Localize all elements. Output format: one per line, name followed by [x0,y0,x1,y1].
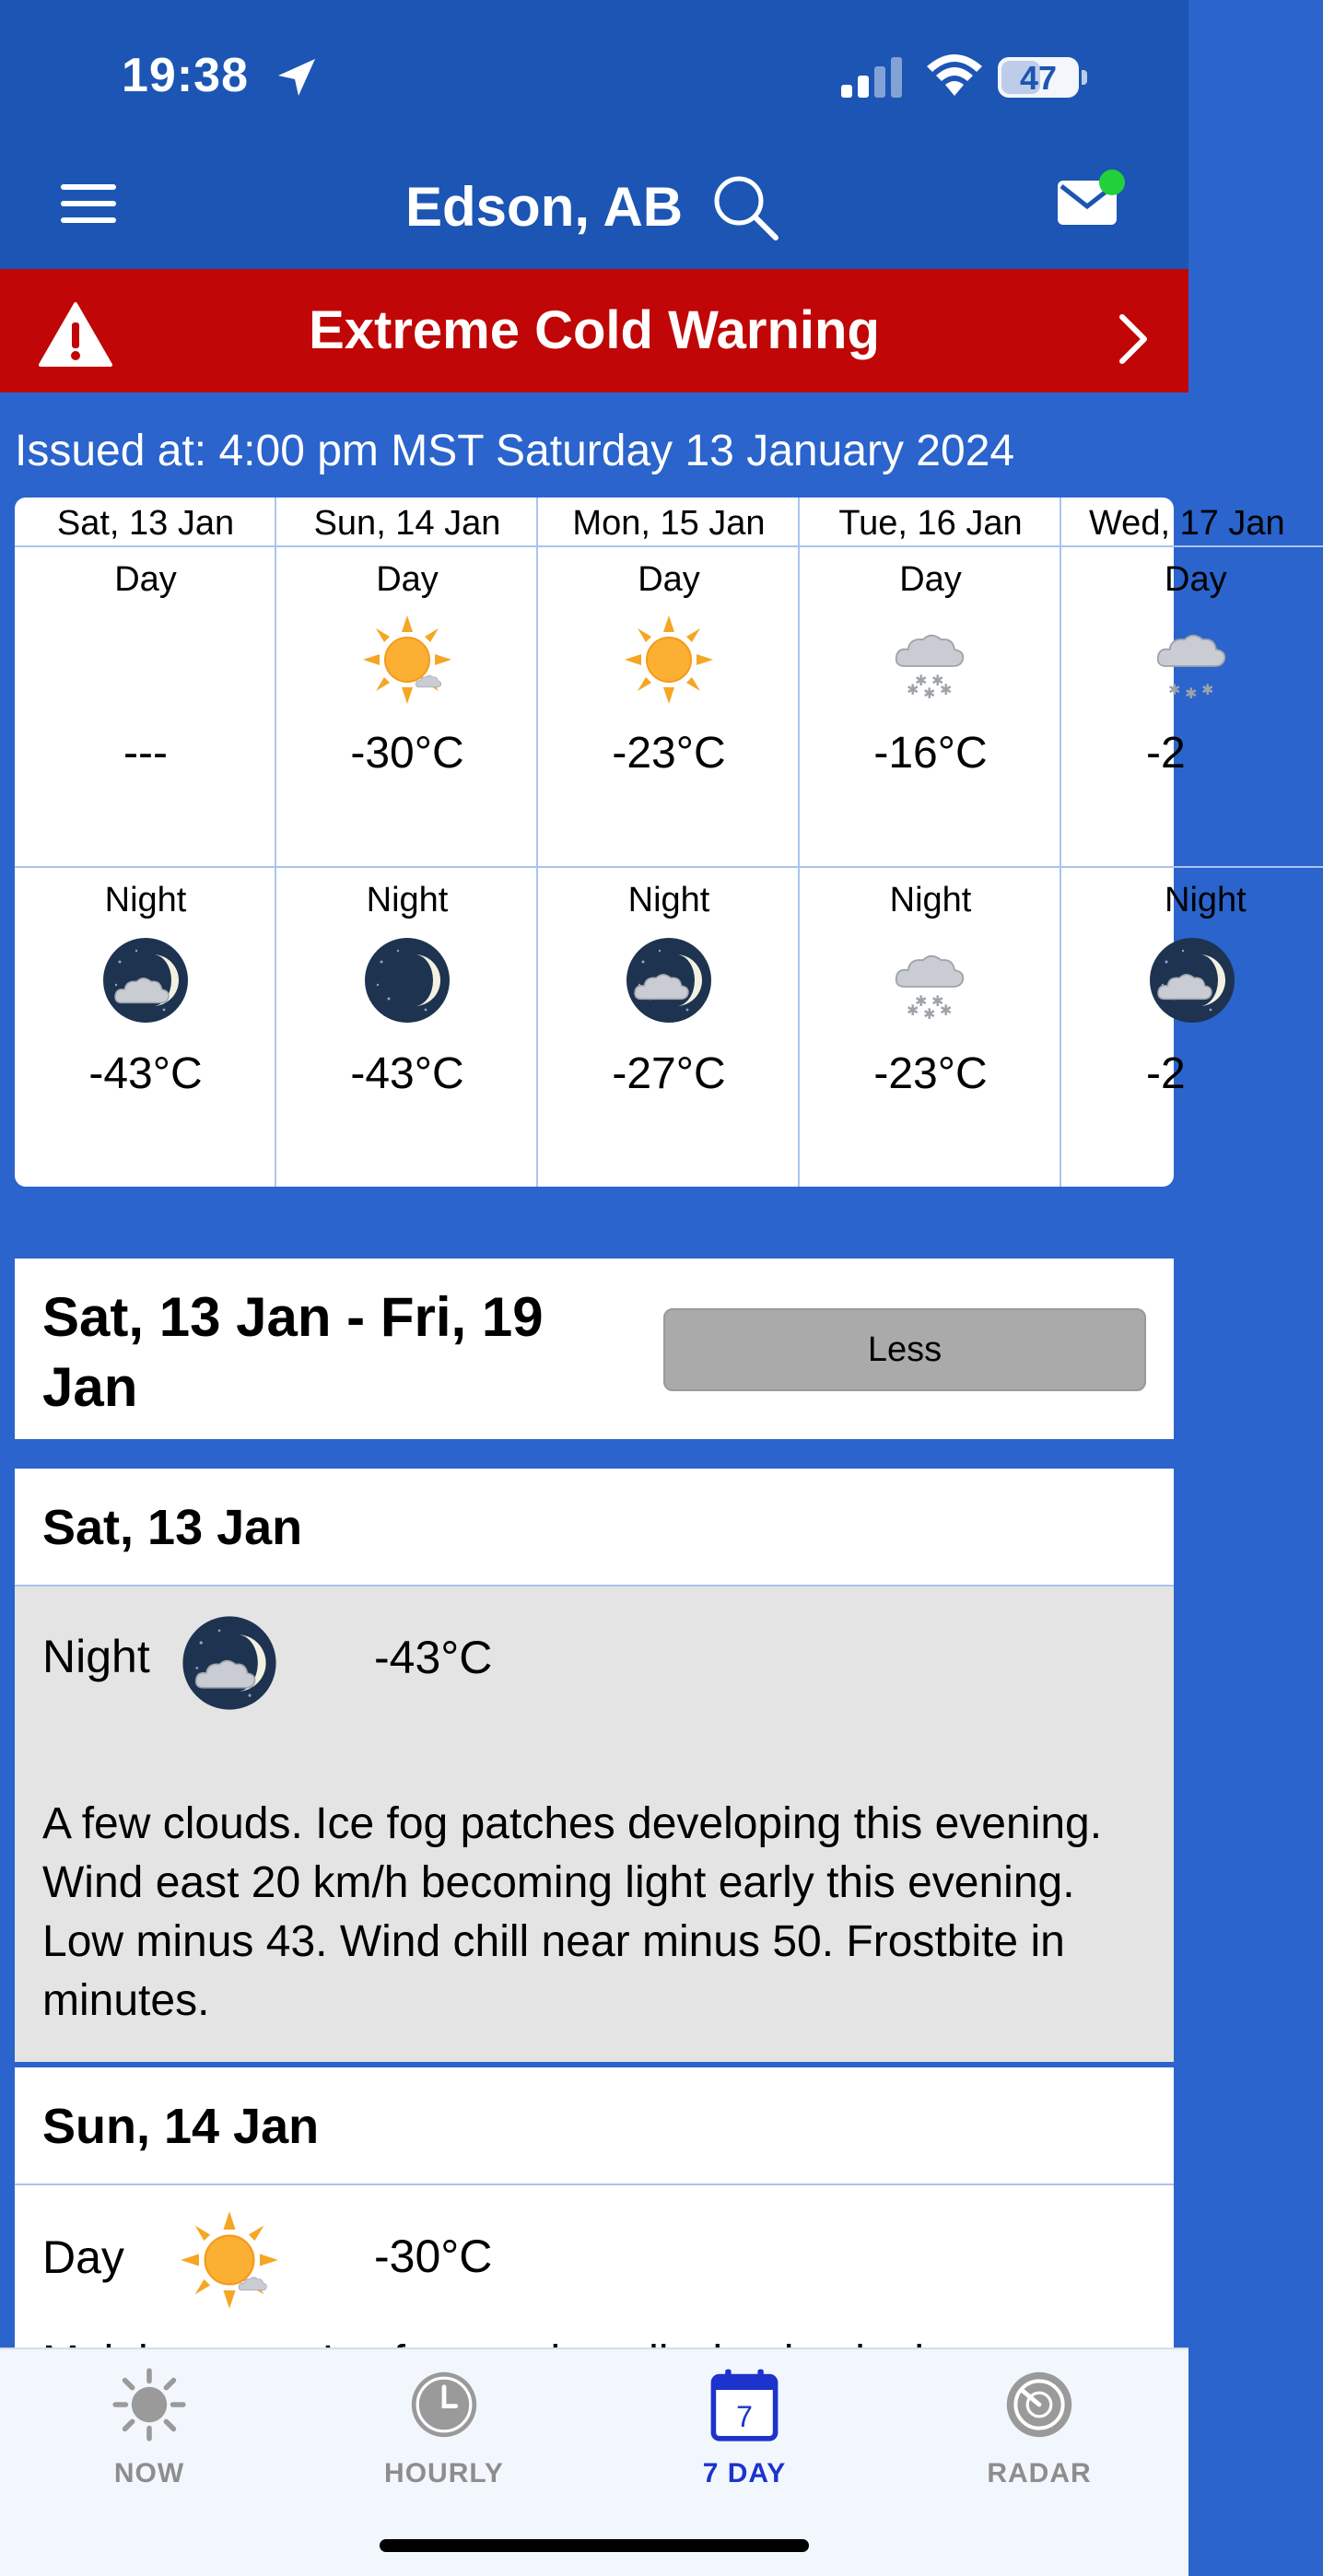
forecast-column[interactable] [800,498,1061,1187]
day-detail [15,1587,1174,2062]
period-label: Night [889,881,972,919]
svg-text:✱: ✱ [1201,681,1214,698]
wifi-icon [925,53,984,98]
calendar-badge: 7 [736,2400,753,2433]
moon-cloud-icon [100,934,192,1026]
period-label: Day [376,560,439,599]
svg-text:✱: ✱ [940,1001,953,1019]
tab-label: NOW [113,2458,185,2488]
svg-text:✱: ✱ [915,672,928,689]
home-indicator[interactable] [380,2539,809,2552]
tab-label: RADAR [987,2458,1092,2488]
svg-text:✱: ✱ [1185,685,1198,702]
tab-7-day[interactable] [652,2368,837,2506]
less-button[interactable]: Less [663,1308,1146,1391]
forecast-date: Sun, 14 Jan [276,498,538,547]
forecast-night-cell [1061,868,1323,1188]
forecast-date: Tue, 16 Jan [800,498,1061,547]
forecast-grid[interactable] [15,498,1285,1187]
svg-text:✱: ✱ [907,1001,919,1019]
svg-text:✱: ✱ [931,992,944,1010]
location-arrow-icon [276,57,317,98]
detail-temp: -30°C [374,2231,493,2282]
forecast-night-cell [15,868,276,1188]
clock-icon [407,2368,481,2441]
period-label: Day [899,560,962,599]
forecast-column[interactable] [1061,498,1323,1187]
tab-radar[interactable] [947,2368,1131,2506]
sun-cloud-icon [361,614,453,706]
forecast-day-cell [276,547,538,868]
status-time: 19:38 [122,49,249,102]
period-label: Night [1165,881,1247,919]
forecast-temp: -43°C [88,1049,203,1098]
forecast-night-cell [276,868,538,1188]
forecast-day-cell [15,547,276,868]
range-card [15,1259,1174,1439]
warning-title[interactable]: Extreme Cold Warning [309,300,880,360]
detail-period: Night [42,1631,150,1682]
svg-text:✱: ✱ [915,992,928,1010]
svg-text:✱: ✱ [907,681,919,698]
day-detail [15,2185,1174,2348]
snow-cloud-icon [884,934,977,1026]
forecast-day-cell [800,547,1061,868]
svg-text:✱: ✱ [923,685,936,702]
forecast-temp: -30°C [350,729,464,778]
forecast-temp: -2 [1146,1049,1186,1098]
battery-icon [998,57,1079,98]
forecast-day-cell [1061,547,1323,868]
forecast-temp: -16°C [873,729,988,778]
search-icon[interactable] [711,173,779,241]
sun-icon [112,2368,186,2441]
day-header: Sun, 14 Jan [15,2067,1174,2185]
radar-icon [1002,2368,1076,2441]
detail-period: Day [42,2231,124,2283]
issued-time: Issued at: 4:00 pm MST Saturday 13 January 2024 [15,427,1015,475]
period-label: Day [1165,560,1227,599]
forecast-date: Wed, 17 Jan [1061,498,1323,547]
sun-icon [623,614,715,706]
forecast-temp: -27°C [612,1049,726,1098]
forecast-night-cell [538,868,800,1188]
battery-nub [1082,70,1087,85]
sun-cloud-icon [179,2209,280,2311]
period-label: Night [366,881,449,919]
forecast-date: Sat, 13 Jan [15,498,276,547]
calendar-icon [708,2368,781,2441]
detail-text: A few clouds. Ice fog patches developing this evening. Wind east 20 km/h becoming light early this evening. Low minus 43. Wind chill near minus 50. Frostbite in minutes. [42,1799,1103,2025]
forecast-date: Mon, 15 Jan [538,498,800,547]
period-label: Day [114,560,177,599]
period-label: Day [638,560,700,599]
city-title[interactable]: Edson, AB [405,176,684,238]
snow-cloud-icon [1146,614,1238,706]
forecast-temp: --- [123,729,168,778]
snow-cloud-icon [884,614,977,706]
moon-cloud-icon [623,934,715,1026]
chevron-right-icon[interactable] [1117,313,1150,365]
forecast-column[interactable] [276,498,538,1187]
forecast-temp: -43°C [350,1049,464,1098]
forecast-column[interactable] [538,498,800,1187]
tab-label: 7 DAY [702,2458,787,2488]
menu-button[interactable] [61,184,116,227]
forecast-night-cell [800,868,1061,1188]
svg-text:✱: ✱ [940,681,953,698]
tab-now[interactable] [57,2368,241,2506]
svg-text:✱: ✱ [923,1005,936,1023]
range-title: Sat, 13 Jan - Fri, 19 Jan [42,1286,544,1418]
notification-dot [1099,170,1125,195]
moon-cloud-icon [179,1612,280,1714]
forecast-temp: -23°C [873,1049,988,1098]
signal-icon [841,57,906,98]
svg-text:✱: ✱ [1168,681,1181,698]
forecast-column[interactable] [15,498,276,1187]
tab-label: HOURLY [384,2458,504,2488]
forecast-day-cell [538,547,800,868]
day-header: Sat, 13 Jan [15,1469,1174,1587]
forecast-temp: -2 [1146,729,1186,778]
period-label: Night [104,881,187,919]
svg-text:✱: ✱ [931,672,944,689]
battery-level: 47 [1019,59,1058,97]
moon-icon [361,934,453,1026]
moon-cloud-icon [1146,934,1238,1026]
detail-temp: -43°C [374,1632,493,1683]
period-label: Night [627,881,710,919]
tab-hourly[interactable] [352,2368,536,2506]
forecast-temp: -23°C [612,729,726,778]
